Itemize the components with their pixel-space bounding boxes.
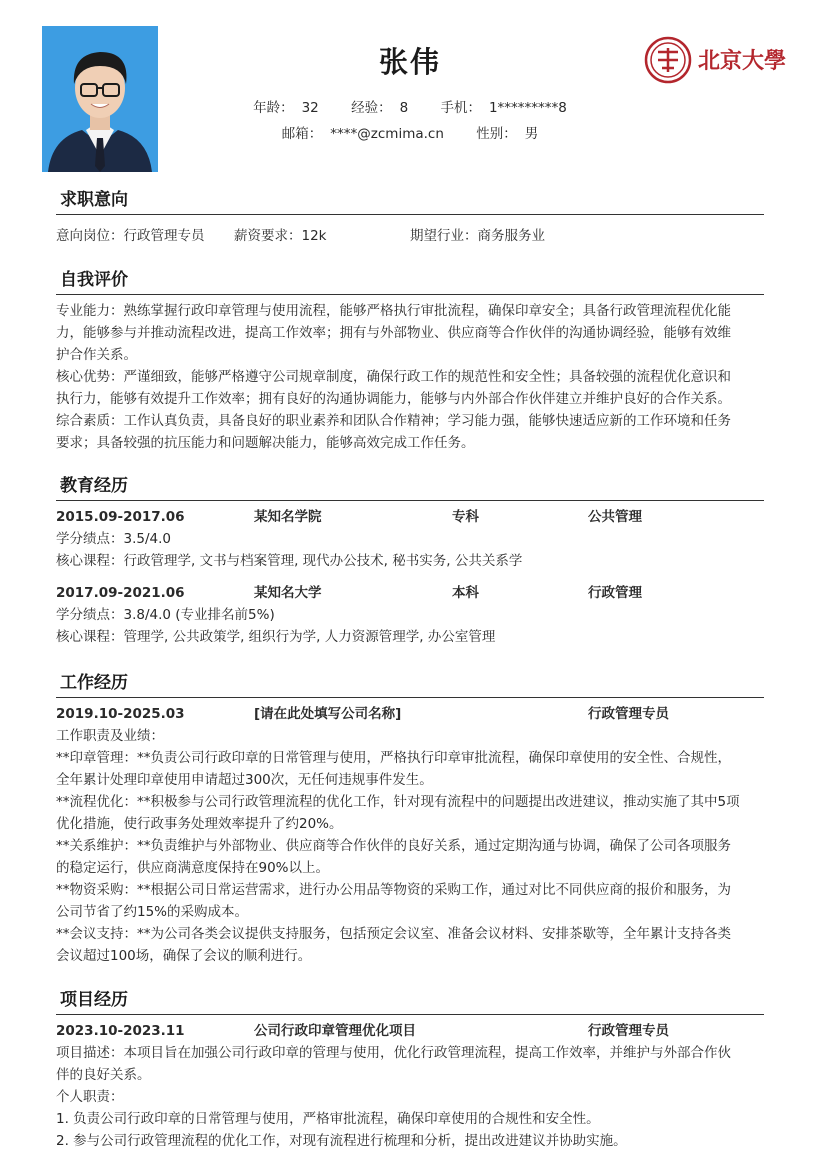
work-line: 的稳定运行，供应商满意度保持在90%以上。 — [56, 860, 330, 876]
education-header-row — [56, 582, 764, 604]
work-line: **关系维护：**负责维护与外部物业、供应商等合作伙伴的良好关系，通过定期沟通与协调，确保了公司各项服务 — [56, 838, 731, 854]
edu-gpa: 学分绩点：3.8/4.0 (专业排名前5%) — [56, 607, 275, 623]
age-value: 32 — [301, 100, 319, 116]
self-eval-line: 护合作关系。 — [56, 347, 137, 363]
edu-period: 2017.09-2021.06 — [56, 585, 185, 601]
project-line: 2. 参与公司行政管理流程的优化工作，对现有流程进行梳理和分析，提出改进建议并协助实施。 — [56, 1133, 627, 1149]
self-eval-line: 力，能够参与并推动流程改进，提高工作效率；拥有与外部物业、供应商等合作伙伴的沟通协调经验，能够有效维 — [56, 325, 731, 341]
self-eval-line: 专业能力：熟练掌握行政印章管理与使用流程，能够严格执行审批流程，确保印章安全；具备行政管理流程优化能 — [56, 303, 731, 319]
section-self-evaluation — [56, 268, 764, 454]
project-body — [56, 1042, 764, 1152]
work-line: 优化措施，使行政事务处理效率提升了约20%。 — [56, 816, 343, 832]
work-company: [请在此处填写公司名称] — [254, 706, 402, 722]
project-line: 个人职责： — [56, 1089, 124, 1105]
edu-courses: 核心课程：行政管理学, 文书与档案管理, 现代办公技术, 秘书实务, 公共关系学 — [56, 553, 523, 569]
work-line: 会议超过100场，确保了会议的顺利进行。 — [56, 948, 312, 964]
self-eval-line: 综合素质：工作认真负责，具备良好的职业素养和团队合作精神；学习能力强，能够快速适应新的工作环境和任务 — [56, 413, 731, 429]
svg-text:北京大學: 北京大學 — [698, 48, 787, 74]
section-education — [56, 474, 764, 648]
section-job-intent — [56, 188, 764, 247]
section-title: 自我评价 — [56, 268, 764, 295]
edu-major: 公共管理 — [588, 509, 642, 525]
project-period: 2023.10-2023.11 — [56, 1023, 185, 1039]
candidate-name: 张伟 — [378, 45, 441, 79]
edu-courses: 核心课程：管理学, 公共政策学, 组织行为学, 人力资源管理学, 办公室管理 — [56, 629, 496, 645]
work-line: **流程优化：**积极参与公司行政管理流程的优化工作，针对现有流程中的问题提出改进建议，推动实施了其中5项 — [56, 794, 740, 810]
gender-value: 男 — [524, 126, 539, 142]
self-eval-line: 核心优势：严谨细致，能够严格遵守公司规章制度，确保行政工作的规范性和安全性；具备较强的流程优化意识和 — [56, 369, 731, 385]
work-line: 全年累计处理印章使用申请超过300次，无任何违规事件发生。 — [56, 772, 433, 788]
intent-position: 意向岗位：行政管理专员 — [56, 228, 205, 244]
work-line: **印章管理：**负责公司行政印章的日常管理与使用，严格执行印章审批流程，确保印章使用的安全性、合规性， — [56, 750, 731, 766]
phone-value: 1*********8 — [488, 100, 567, 116]
experience-label: 经验： — [351, 100, 392, 116]
intent-salary: 薪资要求：12k — [234, 228, 327, 244]
edu-school: 某知名学院 — [254, 509, 322, 525]
project-line: 1. 负责公司行政印章的日常管理与使用，严格审批流程，确保印章使用的合规性和安全性。 — [56, 1111, 600, 1127]
project-line: 伴的良好关系。 — [56, 1067, 151, 1083]
section-title: 项目经历 — [56, 988, 764, 1015]
work-line: 公司节省了约15%的采购成本。 — [56, 904, 249, 920]
project-header-row — [56, 1020, 764, 1042]
project-role: 行政管理专员 — [588, 1023, 669, 1039]
age-label: 年龄： — [253, 100, 294, 116]
section-title: 教育经历 — [56, 474, 764, 501]
self-eval-line: 执行力，能够有效提升工作效率；拥有良好的沟通协调能力，能够与内外部合作伙伴建立并维护良好的合作关系。 — [56, 391, 731, 407]
work-period: 2019.10-2025.03 — [56, 706, 185, 722]
section-project — [56, 988, 764, 1152]
self-eval-line: 要求；具备较强的抗压能力和问题解决能力，能够高效完成工作任务。 — [56, 435, 475, 451]
education-header-row — [56, 506, 764, 528]
info-row-2 — [0, 122, 820, 142]
section-title: 工作经历 — [56, 671, 764, 698]
project-line: 项目描述：本项目旨在加强公司行政印章的管理与使用，优化行政管理流程，提高工作效率，并维护与外部合作伙 — [56, 1045, 731, 1061]
intent-industry: 期望行业：商务服务业 — [410, 228, 545, 244]
work-intro: 工作职责及业绩： — [56, 728, 164, 744]
gender-label: 性别： — [476, 126, 517, 142]
work-line: **会议支持：**为公司各类会议提供支持服务，包括预定会议室、准备会议材料、安排茶歇等，全年累计支持各类 — [56, 926, 731, 942]
edu-major: 行政管理 — [588, 585, 642, 601]
project-name: 公司行政印章管理优化项目 — [254, 1023, 416, 1039]
section-title: 求职意向 — [56, 188, 764, 215]
edu-degree: 本科 — [452, 585, 479, 601]
work-line: **物资采购：**根据公司日常运营需求，进行办公用品等物资的采购工作，通过对比不同供应商的报价和服务，为 — [56, 882, 731, 898]
edu-period: 2015.09-2017.06 — [56, 509, 185, 525]
section-work — [56, 671, 764, 967]
info-row-1 — [0, 96, 820, 116]
edu-degree: 专科 — [452, 509, 479, 525]
edu-school: 某知名大学 — [254, 585, 322, 601]
phone-label: 手机： — [440, 100, 481, 116]
work-body — [56, 725, 764, 967]
edu-gpa: 学分绩点：3.5/4.0 — [56, 531, 171, 547]
work-role: 行政管理专员 — [588, 706, 669, 722]
email-value: ****@zcmima.cn — [330, 126, 444, 142]
intent-row — [56, 225, 764, 247]
email-label: 邮箱： — [281, 126, 323, 142]
experience-value: 8 — [399, 100, 409, 116]
work-header-row — [56, 703, 764, 725]
self-eval-body — [56, 300, 764, 454]
